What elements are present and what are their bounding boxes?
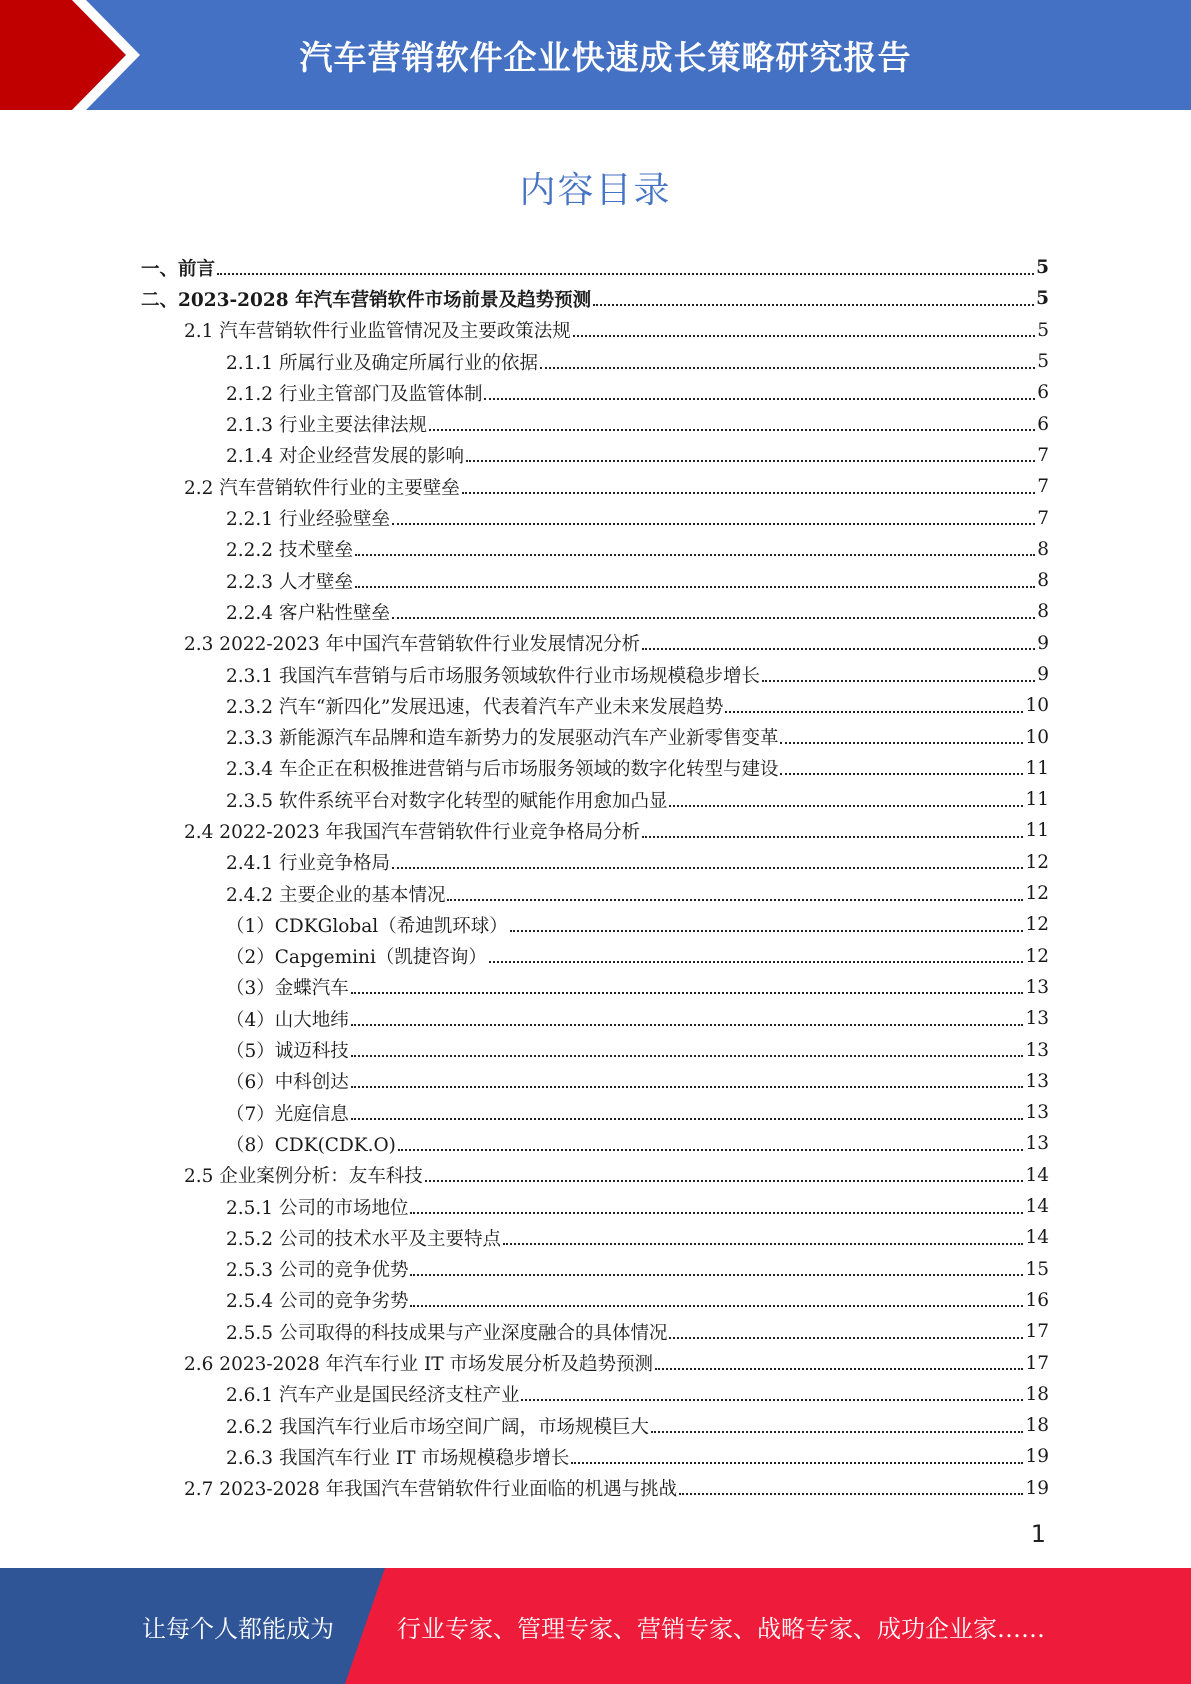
footer-banner [0,1568,1191,1684]
toc-dot-leader [351,1118,1024,1120]
toc-entry[interactable] [141,721,1049,752]
toc-entry-title: 2.4.1 行业竞争格局 [226,853,390,875]
toc-entry[interactable] [141,1254,1049,1285]
toc-dot-leader [462,492,1035,494]
footer-slogan-right: 行业专家、管理专家、营销专家、战略专家、成功企业家…… [397,1614,1045,1643]
toc-entry-title: 2.5.2 公司的技术水平及主要特点 [226,1228,501,1250]
toc-entry-title: （8）CDK(CDK.O) [226,1134,396,1156]
toc-entry-title: 2.2 汽车营销软件行业的主要壁垒 [184,477,460,499]
toc-entry-title: 2.7 2023-2028 年我国汽车营销软件行业面临的机遇与挑战 [184,1479,678,1501]
toc-entry-page: 19 [1025,1446,1049,1468]
toc-entry-page: 8 [1037,538,1049,560]
toc-entry-title: 2.5 企业案例分析：友车科技 [184,1166,423,1188]
toc-dot-leader [410,1274,1023,1276]
toc-dot-leader [573,335,1035,337]
toc-entry[interactable] [141,659,1049,690]
toc-entry[interactable] [141,1410,1049,1441]
toc-dot-leader [651,1431,1023,1433]
toc-entry-page: 18 [1025,1383,1049,1405]
toc-entry-page: 6 [1037,382,1049,404]
toc-dot-leader [642,648,1035,650]
toc-entry-title: 2.5.1 公司的市场地位 [226,1197,409,1219]
toc-entry-title: 2.3.1 我国汽车营销与后市场服务领域软件行业市场规模稳步增长 [226,665,760,687]
toc-entry[interactable] [141,1034,1049,1065]
toc-entry-page: 13 [1025,1070,1049,1092]
toc-dot-leader [351,1086,1024,1088]
toc-dot-leader [351,992,1024,994]
toc-entry[interactable] [141,1003,1049,1034]
toc-dot-leader [762,680,1035,682]
toc-entry[interactable] [141,346,1049,377]
toc-entry-title: 2.2.2 技术壁垒 [226,540,353,562]
toc-entry-page: 5 [1036,288,1049,310]
toc-entry[interactable] [141,784,1049,815]
toc-entry[interactable] [141,1222,1049,1253]
toc-entry[interactable] [141,941,1049,972]
toc-entry-page: 7 [1037,444,1049,466]
toc-heading: 内容目录 [519,170,672,211]
toc-entry[interactable] [141,1285,1049,1316]
toc-entry-page: 16 [1025,1289,1049,1311]
toc-entry-title: 2.3.4 车企正在积极推进营销与后市场服务领域的数字化转型与建设 [226,759,779,781]
toc-dot-leader [410,1212,1023,1214]
toc-entry-title: （1）CDKGlobal（希迪凯环球） [226,915,508,937]
toc-entry-title: 2.1.3 行业主要法律法规 [226,415,427,437]
toc-entry-page: 14 [1025,1227,1049,1249]
toc-entry[interactable] [141,1160,1049,1191]
toc-dot-leader [355,554,1035,556]
toc-entry-title: 2.2.3 人才壁垒 [226,571,353,593]
toc-entry-title: 2.2.4 客户粘性壁垒 [226,602,390,624]
toc-entry-page: 5 [1036,257,1049,279]
toc-entry[interactable] [141,1097,1049,1128]
toc-entry-title: 2.5.3 公司的竞争优势 [226,1260,409,1282]
toc-entry-page: 12 [1025,851,1049,873]
toc-entry[interactable] [141,878,1049,909]
toc-dot-leader [780,742,1023,744]
toc-entry-page: 6 [1037,413,1049,435]
toc-entry[interactable] [141,815,1049,846]
toc-entry-title: 一、前言 [141,258,216,280]
toc-entry-title: 2.4 2022-2023 年我国汽车营销软件行业竞争格局分析 [184,821,641,843]
toc-entry-title: 2.6.3 我国汽车行业 IT 市场规模稳步增长 [226,1447,570,1469]
toc-entry-page: 9 [1037,664,1049,685]
toc-entry-title: 2.5.5 公司取得的科技成果与产业深度融合的具体情况 [226,1322,668,1344]
toc-dot-leader [351,1055,1024,1057]
toc-entry-page: 10 [1025,695,1049,717]
toc-entry-page: 12 [1025,945,1049,967]
toc-dot-leader [398,1149,1024,1151]
toc-dot-leader [447,899,1023,901]
toc-dot-leader [540,367,1035,369]
toc-entry-title: （5）诚迈科技 [226,1041,349,1063]
toc-entry-page: 12 [1025,883,1049,905]
toc-entry-title: 2.2.1 行业经验壁垒 [226,509,390,531]
toc-entry-page: 17 [1025,1321,1049,1343]
toc-entry[interactable] [141,1441,1049,1472]
toc-entry[interactable] [141,1066,1049,1097]
toc-entry-title: 2.4.2 主要企业的基本情况 [226,884,446,906]
toc-entry[interactable] [141,534,1049,565]
toc-entry-page: 10 [1025,726,1049,748]
toc-entry-page: 14 [1025,1196,1049,1218]
report-header [0,0,1191,110]
toc-entry[interactable] [141,628,1049,659]
toc-dot-leader [392,523,1035,525]
toc-dot-leader [642,836,1023,838]
toc-entry-page: 8 [1037,601,1049,623]
toc-entry-page: 15 [1025,1258,1049,1280]
toc-entry[interactable] [141,377,1049,408]
toc-entry-title: （6）中科创达 [226,1072,349,1094]
toc-entry[interactable] [141,1191,1049,1222]
toc-entry[interactable] [141,565,1049,596]
toc-entry-title: 2.1.1 所属行业及确定所属行业的依据 [226,352,538,374]
toc-entry-page: 12 [1025,914,1049,936]
toc-entry[interactable] [141,502,1049,533]
toc-entry-page: 7 [1037,507,1049,529]
toc-entry[interactable] [141,252,1049,283]
toc-entry-page: 13 [1025,976,1049,998]
toc-entry-page: 13 [1025,1008,1049,1030]
toc-dot-leader [392,617,1035,619]
toc-entry-page: 19 [1025,1477,1049,1499]
toc-entry-page: 14 [1025,1164,1049,1186]
toc-entry-title: 2.1.4 对企业经营发展的影响 [226,446,464,468]
toc-entry-title: （7）光庭信息 [226,1103,349,1125]
toc-entry-page: 13 [1025,1102,1049,1124]
toc-entry-page: 13 [1025,1133,1049,1155]
toc-dot-leader [410,1305,1023,1307]
toc-entry[interactable] [141,972,1049,1003]
toc-entry[interactable] [141,753,1049,784]
report-title: 汽车营销软件企业快速成长策略研究报告 [299,37,912,77]
toc-entry-title: （3）金蝶汽车 [226,978,349,1000]
toc-entry[interactable] [141,440,1049,471]
toc-dot-leader [593,304,1034,306]
toc-entry-page: 7 [1037,476,1049,498]
toc-dot-leader [679,1493,1023,1495]
toc-entry-title: 2.1.2 行业主管部门及监管体制 [226,383,483,405]
toc-dot-leader [571,1462,1023,1464]
footer-slogan-left: 让每个人都能成为 [142,1614,334,1643]
toc-entry-page: 17 [1025,1352,1049,1374]
toc-entry[interactable] [141,596,1049,627]
toc-dot-leader [489,961,1024,963]
toc-entry[interactable] [141,408,1049,439]
toc-dot-leader [466,460,1035,462]
toc-entry[interactable] [141,315,1049,346]
toc-entry-title: 2.3 2022-2023 年中国汽车营销软件行业发展情况分析 [184,634,641,656]
toc-dot-leader [521,1399,1023,1401]
toc-dot-leader [655,1368,1023,1370]
toc-dot-leader [503,1243,1023,1245]
toc-entry[interactable] [141,1128,1049,1159]
toc-entry-title: （4）山大地纬 [226,1009,349,1031]
toc-entry-page: 11 [1025,820,1049,842]
toc-entry[interactable] [141,283,1049,314]
toc-entry-title: 二、2023-2028 年汽车营销软件市场前景及趋势预测 [141,289,592,311]
toc-dot-leader [669,805,1023,807]
toc-entry-page: 18 [1025,1415,1049,1437]
toc-entry-page: 11 [1025,789,1049,811]
toc-entry-page: 8 [1037,570,1049,592]
toc-entry-page: 5 [1037,319,1049,341]
toc-entry[interactable] [141,1316,1049,1347]
toc-entry-title: 2.3.2 汽车“新四化”发展迅速，代表着汽车产业未来发展趋势 [226,696,724,718]
toc-entry[interactable] [141,471,1049,502]
table-of-contents [141,252,1049,1504]
toc-dot-leader [429,429,1035,431]
toc-dot-leader [725,711,1023,713]
page-number: 1 [1030,1520,1046,1548]
toc-entry-title: 2.3.3 新能源汽车品牌和造车新势力的发展驱动汽车产业新零售变革 [226,728,779,750]
toc-entry-title: 2.6.1 汽车产业是国民经济支柱产业 [226,1385,520,1407]
toc-entry-title: 2.6 2023-2028 年汽车行业 IT 市场发展分析及趋势预测 [184,1354,654,1376]
toc-dot-leader [355,586,1035,588]
toc-entry-title: 2.1 汽车营销软件行业监管情况及主要政策法规 [184,321,571,343]
toc-dot-leader [217,273,1034,275]
toc-entry-title: （2）Capgemini（凯捷咨询） [226,947,487,969]
toc-entry-title: 2.3.5 软件系统平台对数字化转型的赋能作用愈加凸显 [226,790,668,812]
toc-dot-leader [510,930,1024,932]
toc-entry[interactable] [141,1347,1049,1378]
toc-dot-leader [780,773,1023,775]
toc-entry[interactable] [141,847,1049,878]
toc-dot-leader [669,1337,1023,1339]
toc-entry-title: 2.5.4 公司的竞争劣势 [226,1291,409,1313]
toc-entry-page: 9 [1037,632,1049,654]
toc-entry[interactable] [141,909,1049,940]
toc-entry[interactable] [141,690,1049,721]
toc-entry-title: 2.6.2 我国汽车行业后市场空间广阔，市场规模巨大 [226,1416,649,1438]
toc-entry-page: 13 [1025,1039,1049,1061]
toc-entry-page: 5 [1037,351,1049,373]
toc-entry-page: 11 [1025,757,1049,779]
toc-dot-leader [351,1024,1024,1026]
toc-entry[interactable] [141,1473,1049,1504]
toc-dot-leader [484,398,1035,400]
toc-dot-leader [392,867,1023,869]
toc-dot-leader [425,1180,1024,1182]
toc-entry[interactable] [141,1379,1049,1410]
